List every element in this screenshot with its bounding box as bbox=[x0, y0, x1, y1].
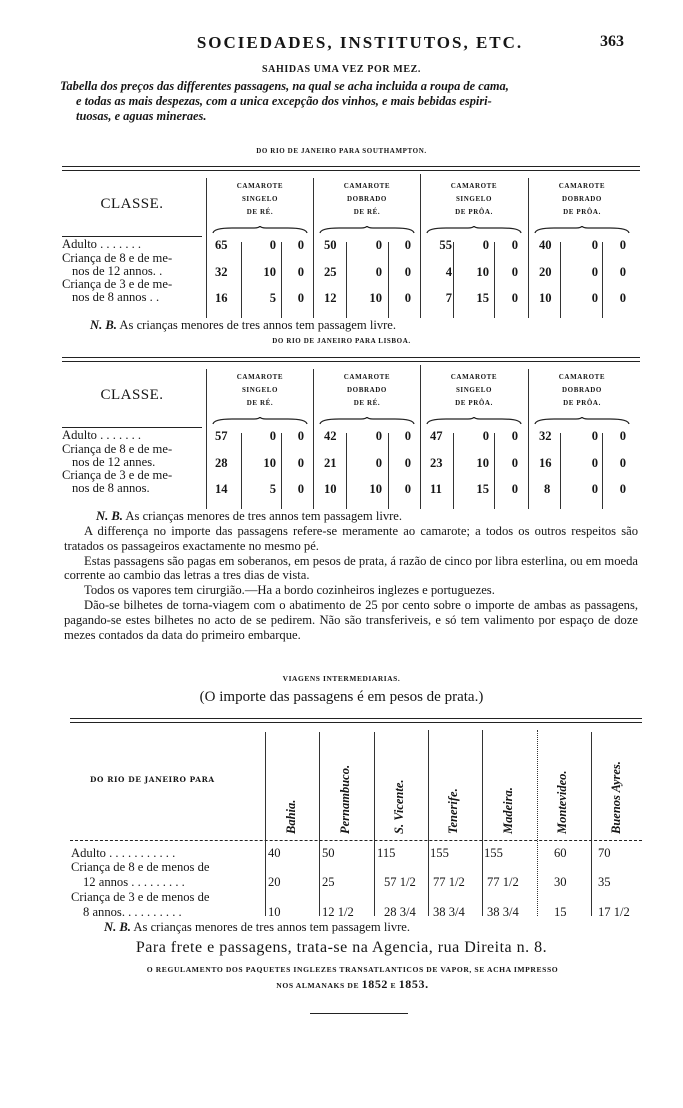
intro-paragraph bbox=[60, 79, 640, 124]
table-top-rule bbox=[70, 718, 642, 719]
header-dashed-rule bbox=[70, 840, 642, 841]
table-cell: 70 bbox=[598, 846, 611, 860]
table-cell: 0 bbox=[591, 429, 598, 443]
table-cell: 47 bbox=[430, 429, 443, 443]
sub-divider bbox=[453, 433, 454, 509]
column-divider bbox=[374, 732, 375, 916]
table-cell: 11 bbox=[430, 482, 442, 496]
brace-icon bbox=[534, 226, 630, 234]
table-cell: 4 bbox=[445, 265, 452, 279]
table-top-rule bbox=[62, 166, 640, 167]
table-cell: 5 bbox=[269, 291, 276, 305]
conditions-text bbox=[64, 524, 638, 642]
table-cell: 20 bbox=[268, 875, 281, 889]
table-cell: 7 bbox=[445, 291, 452, 305]
table-cell: 15 bbox=[476, 482, 489, 496]
column-divider bbox=[313, 178, 314, 318]
from-label: DO RIO DE JANEIRO PARA bbox=[90, 775, 215, 784]
sub-divider bbox=[346, 242, 347, 318]
table-cell: 14 bbox=[215, 482, 228, 496]
table-cell: 0 bbox=[511, 482, 518, 496]
table-cell: 16 bbox=[215, 291, 228, 305]
table-cell: 12 bbox=[324, 291, 337, 305]
sub-divider bbox=[494, 433, 495, 509]
table-cell: 42 bbox=[324, 429, 337, 443]
row-label-crianca-8-12: Criança de 8 e de menos de bbox=[71, 860, 210, 874]
column-header-dobrado-re: CAMAROTE DOBRADO DE RÉ. bbox=[343, 373, 391, 407]
table-cell: 0 bbox=[375, 238, 382, 252]
table-cell: 21 bbox=[324, 456, 337, 470]
table-cell: 10 bbox=[476, 265, 489, 279]
column-header-dobrado-proa: CAMAROTE DOBRADO DE PRÔA. bbox=[558, 182, 606, 216]
table-cell: 0 bbox=[297, 456, 304, 470]
table-cell: 10 bbox=[539, 291, 552, 305]
table-cell: 0 bbox=[297, 482, 304, 496]
column-divider bbox=[528, 369, 529, 509]
column-divider bbox=[428, 730, 429, 916]
sub-divider bbox=[281, 242, 282, 318]
column-divider bbox=[420, 365, 421, 509]
table-cell: 0 bbox=[269, 429, 276, 443]
row-label-adulto: Adulto . . . . . . . . . . . bbox=[71, 846, 176, 860]
column-divider bbox=[313, 369, 314, 509]
table-cell: 0 bbox=[591, 482, 598, 496]
intro-line-2: e todas as mais despezas, com a unica excepção dos vinhos, e mais bebidas espiri- bbox=[76, 94, 492, 108]
row-label-crianca-8-12-cont: 12 annos . . . . . . . . . bbox=[83, 875, 185, 889]
row-label-crianca-3-8: Criança de 3 e de menos de bbox=[71, 890, 210, 904]
table-cell: 0 bbox=[297, 429, 304, 443]
table-cell: 0 bbox=[269, 238, 276, 252]
table-cell: 0 bbox=[511, 456, 518, 470]
agency-notice: Para frete e passagens, trata-se na Agencia, rua Direita n. 8. bbox=[135, 939, 548, 956]
table-cell: 28 bbox=[215, 456, 228, 470]
table-cell: 0 bbox=[297, 265, 304, 279]
paragraph: Dão-se bilhetes de torna-viagem com o abatimento de 25 por cento sobre o importe de ambas as passagens, pagando-se estes bilhetes no acto de se pedirem. Não são transferiveis, e só tem valimento por espaço de doze mezes contados da data do primeiro embarque. bbox=[64, 597, 638, 642]
intro-line-3: tuosas, e aguas mineraes. bbox=[76, 109, 207, 123]
table-cell: 40 bbox=[539, 238, 552, 252]
sub-divider bbox=[346, 433, 347, 509]
table-cell: 0 bbox=[591, 291, 598, 305]
sub-divider bbox=[602, 242, 603, 318]
note-intermediate: N. B. As crianças menores de tres annos tem passagem livre. bbox=[104, 920, 411, 934]
paragraph: A differença no importe das passagens refere-se meramente ao camarote; a todos os outros respeitos são tratados os passageiros exactamente no mesmo pé. bbox=[64, 524, 638, 553]
table-cell: 32 bbox=[215, 265, 228, 279]
table-cell: 15 bbox=[476, 291, 489, 305]
table-top-rule bbox=[62, 357, 640, 358]
brace-icon bbox=[534, 417, 630, 425]
row-label-adulto: Adulto . . . . . . . bbox=[62, 428, 142, 442]
table-cell: 50 bbox=[322, 846, 335, 860]
table-cell: 38 3/4 bbox=[487, 905, 519, 919]
table-cell: 10 bbox=[476, 456, 489, 470]
table-cell: 35 bbox=[598, 875, 611, 889]
table-cell: 0 bbox=[404, 456, 411, 470]
table-cell: 77 1/2 bbox=[487, 875, 519, 889]
table-cell: 10 bbox=[268, 905, 281, 919]
table-cell: 32 bbox=[539, 429, 552, 443]
sub-divider bbox=[241, 242, 242, 318]
table-cell: 5 bbox=[269, 482, 276, 496]
note-lisboa: N. B. As crianças menores de tres annos tem passagem livre. bbox=[96, 509, 403, 523]
table-cell: 57 1/2 bbox=[384, 875, 416, 889]
table-cell: 23 bbox=[430, 456, 443, 470]
brace-icon bbox=[426, 226, 522, 234]
column-header-singelo-proa: CAMAROTE SINGELO DE PRÔA. bbox=[450, 373, 498, 407]
table-top-rule-2 bbox=[70, 722, 642, 723]
table-cell: 65 bbox=[215, 238, 228, 252]
table-cell: 0 bbox=[297, 238, 304, 252]
column-divider bbox=[537, 730, 538, 916]
sub-divider bbox=[494, 242, 495, 318]
end-rule bbox=[310, 1013, 408, 1014]
destination-montevideo: Montevideo. bbox=[555, 770, 569, 834]
route-title-southampton: DO RIO DE JANEIRO PARA SOUTHAMPTON. bbox=[256, 147, 427, 155]
sub-divider bbox=[241, 433, 242, 509]
route-title-lisboa: DO RIO DE JANEIRO PARA LISBOA. bbox=[272, 337, 411, 345]
column-divider bbox=[265, 732, 266, 916]
table-cell: 0 bbox=[482, 429, 489, 443]
brace-icon bbox=[212, 226, 308, 234]
brace-icon bbox=[212, 417, 308, 425]
destination-bahia: Bahia. bbox=[284, 799, 298, 834]
table-cell: 0 bbox=[375, 429, 382, 443]
regulation-notice: O REGULAMENTO DOS PAQUETES INGLEZES TRANSATLANTICOS DE VAPOR, SE ACHA IMPRESSO NOS ALMANAKS DE 1852 E 1853. bbox=[146, 965, 559, 991]
column-divider bbox=[528, 178, 529, 318]
table-cell: 20 bbox=[539, 265, 552, 279]
sub-divider bbox=[453, 242, 454, 318]
table-cell: 0 bbox=[591, 265, 598, 279]
table-cell: 38 3/4 bbox=[433, 905, 465, 919]
sub-divider bbox=[388, 433, 389, 509]
brace-icon bbox=[319, 417, 415, 425]
table-cell: 0 bbox=[404, 291, 411, 305]
destination-s-vicente: S. Vicente. bbox=[392, 779, 406, 834]
note-southampton: N. B. As crianças menores de tres annos tem passagem livre. bbox=[90, 318, 397, 332]
fare-table-lisboa bbox=[62, 361, 640, 511]
sub-divider bbox=[602, 433, 603, 509]
row-label-crianca-3-8: Criança de 3 e de me- nos de 8 annos. bbox=[62, 468, 173, 495]
table-cell: 0 bbox=[619, 456, 626, 470]
column-header-singelo-proa: CAMAROTE SINGELO DE PRÔA. bbox=[450, 182, 498, 216]
table-cell: 25 bbox=[324, 265, 337, 279]
intermediate-title: VIAGENS INTERMEDIARIAS. bbox=[282, 674, 401, 683]
column-header-dobrado-re: CAMAROTE DOBRADO DE RÉ. bbox=[343, 182, 391, 216]
fare-table-southampton bbox=[62, 170, 640, 320]
paragraph: Estas passagens são pagas em soberanos, em pesos de prata, á razão de cinco por libra esterlina, ou em moeda corrente ao cambio das letras a tres dias de vista. bbox=[64, 553, 638, 583]
table-cell: 0 bbox=[404, 429, 411, 443]
table-cell: 77 1/2 bbox=[433, 875, 465, 889]
table-cell: 0 bbox=[591, 456, 598, 470]
table-cell: 0 bbox=[404, 482, 411, 496]
table-cell: 0 bbox=[404, 265, 411, 279]
table-cell: 40 bbox=[268, 846, 281, 860]
table-cell: 0 bbox=[511, 429, 518, 443]
destination-pernambuco: Pernambuco. bbox=[338, 764, 352, 834]
table-cell: 57 bbox=[215, 429, 228, 443]
row-label-crianca-8-12: Criança de 8 e de me- nos de 12 annos. . bbox=[62, 251, 173, 278]
column-header-singelo-re: CAMAROTE SINGELO DE RÉ. bbox=[236, 373, 284, 407]
table-cell: 115 bbox=[377, 846, 396, 860]
table-cell: 15 bbox=[554, 905, 567, 919]
table-cell: 0 bbox=[619, 265, 626, 279]
table-cell: 28 3/4 bbox=[384, 905, 416, 919]
intermediate-subtitle: (O importe das passagens é em pesos de prata.) bbox=[199, 689, 484, 705]
column-divider bbox=[591, 732, 592, 916]
table-cell: 0 bbox=[619, 238, 626, 252]
table-cell: 155 bbox=[484, 846, 503, 860]
table-cell: 30 bbox=[554, 875, 567, 889]
table-cell: 16 bbox=[539, 456, 552, 470]
table-cell: 10 bbox=[263, 265, 276, 279]
table-cell: 0 bbox=[619, 291, 626, 305]
sub-divider bbox=[560, 242, 561, 318]
table-cell: 0 bbox=[511, 238, 518, 252]
sub-divider bbox=[388, 242, 389, 318]
table-cell: 0 bbox=[619, 482, 626, 496]
table-cell: 10 bbox=[324, 482, 337, 496]
intro-line-1: Tabella dos preços das differentes passagens, na qual se acha incluida a roupa de cama, bbox=[60, 79, 509, 93]
table-cell: 60 bbox=[554, 846, 567, 860]
table-cell: 0 bbox=[375, 456, 382, 470]
table-cell: 25 bbox=[322, 875, 335, 889]
table-cell: 0 bbox=[297, 291, 304, 305]
class-header: CLASSE. bbox=[100, 196, 164, 212]
brace-icon bbox=[319, 226, 415, 234]
running-head: SOCIEDADES, INSTITUTOS, ETC. bbox=[196, 33, 524, 52]
brace-icon bbox=[426, 417, 522, 425]
table-cell: 0 bbox=[482, 238, 489, 252]
class-header: CLASSE. bbox=[100, 387, 164, 403]
table-cell: 10 bbox=[369, 291, 382, 305]
sub-divider bbox=[560, 433, 561, 509]
table-cell: 0 bbox=[511, 291, 518, 305]
section-title: SAHIDAS UMA VEZ POR MEZ. bbox=[262, 64, 421, 75]
table-cell: 50 bbox=[324, 238, 337, 252]
destination-buenos-ayres: Buenos Ayres. bbox=[609, 761, 623, 834]
table-cell: 17 1/2 bbox=[598, 905, 630, 919]
table-cell: 10 bbox=[263, 456, 276, 470]
column-divider bbox=[206, 369, 207, 509]
row-label-crianca-3-8-cont: 8 annos. . . . . . . . . . bbox=[83, 905, 182, 919]
page-number: 363 bbox=[600, 33, 624, 50]
column-header-dobrado-proa: CAMAROTE DOBRADO DE PRÔA. bbox=[558, 373, 606, 407]
table-cell: 155 bbox=[430, 846, 449, 860]
destination-madeira: Madeira. bbox=[501, 787, 515, 834]
table-cell: 55 bbox=[439, 238, 452, 252]
table-cell: 0 bbox=[404, 238, 411, 252]
sub-divider bbox=[281, 433, 282, 509]
column-divider bbox=[482, 730, 483, 916]
row-label-crianca-8-12: Criança de 8 e de me- nos de 12 annes. bbox=[62, 442, 173, 469]
table-cell: 0 bbox=[591, 238, 598, 252]
row-label-crianca-3-8: Criança de 3 e de me- nos de 8 annos . . bbox=[62, 277, 173, 304]
table-cell: 0 bbox=[619, 429, 626, 443]
table-cell: 0 bbox=[375, 265, 382, 279]
table-cell: 8 bbox=[544, 482, 551, 496]
table-cell: 0 bbox=[511, 265, 518, 279]
paragraph: Todos os vapores tem cirurgião.—Ha a bordo cozinheiros inglezes e portuguezes. bbox=[84, 583, 495, 598]
destination-tenerife: Tenerife. bbox=[446, 788, 460, 834]
table-cell: 10 bbox=[369, 482, 382, 496]
table-cell: 12 1/2 bbox=[322, 905, 354, 919]
row-label-adulto: Adulto . . . . . . . bbox=[62, 237, 142, 251]
column-divider bbox=[319, 732, 320, 916]
column-divider bbox=[420, 174, 421, 318]
column-divider bbox=[206, 178, 207, 318]
column-header-singelo-re: CAMAROTE SINGELO DE RÉ. bbox=[236, 182, 284, 216]
